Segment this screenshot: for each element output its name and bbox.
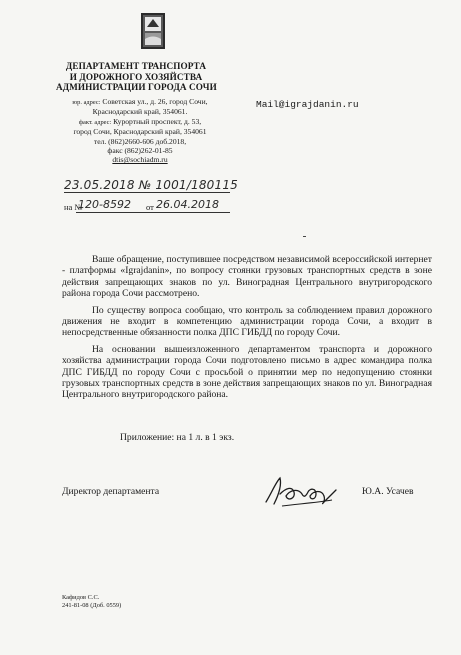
- org-line: АДМИНИСТРАЦИИ ГОРОДА СОЧИ: [56, 82, 217, 92]
- in-reply-date: 26.04.2018: [156, 198, 219, 211]
- actual-address-line: Курортный проспект, д. 53,: [113, 116, 202, 126]
- fax-line: факс (862)262-01-85: [107, 146, 173, 156]
- outgoing-reference: 23.05.2018 № 1001/180115: [64, 178, 239, 192]
- legal-address-line: Краснодарский край, 354061.: [92, 107, 188, 117]
- executor-info: [62, 594, 121, 610]
- body-paragraph: Ваше обращение, поступившее посредством независимой всероссийской интернет - платформы «Igrajdanin», по вопросу стоянки грузовых транспортных средств в зоне действия запрещающих знаков по ул. Виноградная Центрального внутригородского района города Сочи рассмотрено.: [62, 254, 432, 300]
- in-reply-label: на №: [64, 202, 83, 212]
- reference-underline: [76, 212, 230, 213]
- in-reply-from-label: от: [146, 202, 154, 212]
- organization-contacts: [60, 97, 220, 165]
- org-email: dtis@sochiadm.ru: [112, 155, 168, 165]
- recipient-email: Mail@igrajdanin.ru: [256, 99, 359, 110]
- in-reply-number: 120-8592: [78, 198, 131, 211]
- page-mark: [303, 236, 306, 237]
- attachment-note: Приложение: на 1 л. в 1 экз.: [120, 432, 235, 443]
- actual-address-line: город Сочи, Краснодарский край, 354061: [73, 127, 207, 137]
- legal-address-line: Советская ул., д. 26, город Сочи,: [102, 97, 208, 106]
- signatory-title: Директор департамента: [62, 486, 160, 497]
- body-paragraph: На основании вышеизложенного департаментом транспорта и дорожного хозяйства администрации города Сочи подготовлено письмо в адрес командира полка ДПС ГИБДД по городу Сочи с просьбой о принятии мер по недопущению стоянки грузовых транспортных средств в зоне действия запрещающих знаков по ул. Виноградная Центрального внутригородского района.: [62, 343, 432, 401]
- org-line: ДЕПАРТАМЕНТ ТРАНСПОРТА: [65, 61, 207, 71]
- org-line: И ДОРОЖНОГО ХОЗЯЙСТВА: [69, 71, 203, 82]
- body-paragraph: По существу вопроса сообщаю, что контроль за соблюдением правил дорожного движения не входит в компетенцию администрации города Сочи, а входит в непосредственные обязанности полка ДПС ГИБДД по городу Сочи.: [62, 304, 432, 339]
- actual-address-label: факт. адрес:: [78, 118, 112, 126]
- letter-body: [62, 254, 432, 406]
- legal-address-label: юр. адрес:: [72, 99, 101, 106]
- phone-line: тел. (862)2660-606 доб.2018,: [93, 136, 187, 146]
- handwritten-signature: [262, 472, 342, 512]
- coat-of-arms-icon: [140, 12, 166, 52]
- executor-phone: 241-81-08 (Доб. 0559): [62, 602, 122, 609]
- reference-underline: [64, 192, 230, 193]
- organization-name: [56, 61, 216, 93]
- executor-name: Кафидов С.С.: [62, 594, 100, 601]
- signatory-name: Ю.А. Усачев: [362, 486, 414, 497]
